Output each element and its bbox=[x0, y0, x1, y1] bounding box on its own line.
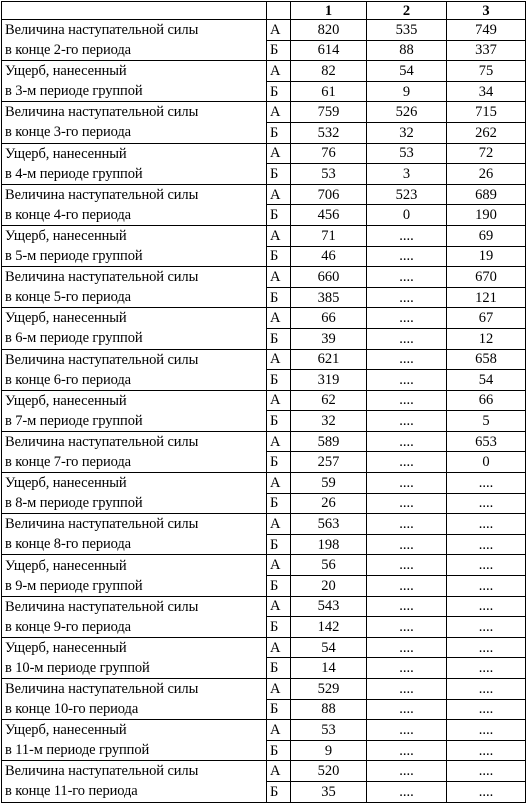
table-row bbox=[2, 267, 526, 288]
group-label-b: Б bbox=[267, 534, 291, 555]
value-cell: 456 bbox=[291, 205, 367, 226]
header-blank bbox=[2, 2, 267, 20]
table-row bbox=[2, 720, 526, 741]
value-cell: 75 bbox=[447, 61, 526, 82]
value-cell: 198 bbox=[291, 534, 367, 555]
row-label bbox=[2, 308, 267, 349]
value-cell: 658 bbox=[447, 349, 526, 370]
row-label-line-2: в конце 11-го периода bbox=[5, 783, 138, 800]
value-cell: 66 bbox=[447, 390, 526, 411]
row-label-line-1: Величина наступательной силы bbox=[5, 22, 199, 39]
group-label-a: А bbox=[267, 184, 291, 205]
value-cell: 56 bbox=[291, 555, 367, 576]
value-cell: 66 bbox=[291, 308, 367, 329]
value-cell: .... bbox=[367, 411, 447, 432]
value-cell: 62 bbox=[291, 390, 367, 411]
value-cell: 76 bbox=[291, 143, 367, 164]
value-cell: .... bbox=[367, 390, 447, 411]
value-cell: .... bbox=[447, 720, 526, 741]
row-label-line-1: Ущерб, нанесенный bbox=[5, 475, 127, 492]
row-label bbox=[2, 761, 267, 802]
value-cell: 0 bbox=[447, 452, 526, 473]
value-cell: 520 bbox=[291, 761, 367, 782]
value-cell: .... bbox=[367, 740, 447, 761]
group-label-a: А bbox=[267, 143, 291, 164]
group-label-a: А bbox=[267, 431, 291, 452]
group-label-b: Б bbox=[267, 781, 291, 802]
group-label-b: Б bbox=[267, 740, 291, 761]
row-label bbox=[2, 20, 267, 61]
table-row bbox=[2, 20, 526, 41]
value-cell: 9 bbox=[367, 81, 447, 102]
value-cell: 20 bbox=[291, 576, 367, 597]
value-cell: .... bbox=[447, 699, 526, 720]
value-cell: .... bbox=[367, 576, 447, 597]
header-col-3: 3 bbox=[447, 2, 526, 20]
table-header bbox=[2, 2, 526, 20]
value-cell: .... bbox=[447, 596, 526, 617]
group-label-a: А bbox=[267, 720, 291, 741]
value-cell: .... bbox=[447, 781, 526, 802]
row-label bbox=[2, 267, 267, 308]
value-cell: 526 bbox=[367, 102, 447, 123]
group-label-a: А bbox=[267, 390, 291, 411]
data-table bbox=[1, 1, 526, 803]
value-cell: 337 bbox=[447, 40, 526, 61]
row-label bbox=[2, 349, 267, 390]
value-cell: 523 bbox=[367, 184, 447, 205]
value-cell: 749 bbox=[447, 20, 526, 41]
row-label-line-2: в 5-м периоде группой bbox=[5, 248, 143, 265]
value-cell: .... bbox=[447, 493, 526, 514]
table-row bbox=[2, 61, 526, 82]
header-col-1: 1 bbox=[291, 2, 367, 20]
value-cell: 26 bbox=[291, 493, 367, 514]
group-label-a: А bbox=[267, 596, 291, 617]
group-label-b: Б bbox=[267, 493, 291, 514]
row-label-line-1: Величина наступательной силы bbox=[5, 269, 199, 286]
row-label-line-1: Величина наступательной силы bbox=[5, 433, 199, 450]
value-cell: 61 bbox=[291, 81, 367, 102]
group-label-b: Б bbox=[267, 452, 291, 473]
value-cell: 706 bbox=[291, 184, 367, 205]
group-label-b: Б bbox=[267, 411, 291, 432]
value-cell: 385 bbox=[291, 287, 367, 308]
value-cell: .... bbox=[447, 576, 526, 597]
table-row bbox=[2, 761, 526, 782]
value-cell: 759 bbox=[291, 102, 367, 123]
row-label-line-1: Ущерб, нанесенный bbox=[5, 228, 127, 245]
group-label-b: Б bbox=[267, 122, 291, 143]
value-cell: 54 bbox=[447, 370, 526, 391]
table-row bbox=[2, 596, 526, 617]
value-cell: 69 bbox=[447, 225, 526, 246]
row-label-line-1: Ущерб, нанесенный bbox=[5, 310, 127, 327]
value-cell: 54 bbox=[291, 637, 367, 658]
table-body bbox=[2, 20, 526, 803]
value-cell: 543 bbox=[291, 596, 367, 617]
value-cell: 59 bbox=[291, 473, 367, 494]
row-label-line-2: в конце 7-го периода bbox=[5, 453, 132, 470]
value-cell: 53 bbox=[291, 164, 367, 185]
row-label-line-2: в 8-м периоде группой bbox=[5, 495, 143, 512]
value-cell: .... bbox=[367, 267, 447, 288]
row-label-line-2: в 3-м периоде группой bbox=[5, 83, 143, 100]
row-label bbox=[2, 637, 267, 678]
value-cell: 142 bbox=[291, 617, 367, 638]
row-label-line-2: в конце 10-го периода bbox=[5, 701, 139, 718]
value-cell: 46 bbox=[291, 246, 367, 267]
header-col-2: 2 bbox=[367, 2, 447, 20]
value-cell: 9 bbox=[291, 740, 367, 761]
row-label bbox=[2, 596, 267, 637]
table-row bbox=[2, 473, 526, 494]
value-cell: 820 bbox=[291, 20, 367, 41]
table-row bbox=[2, 679, 526, 700]
value-cell: 35 bbox=[291, 781, 367, 802]
value-cell: 32 bbox=[367, 122, 447, 143]
table-row bbox=[2, 225, 526, 246]
group-label-a: А bbox=[267, 555, 291, 576]
value-cell: 535 bbox=[367, 20, 447, 41]
group-label-b: Б bbox=[267, 658, 291, 679]
row-label-line-1: Ущерб, нанесенный bbox=[5, 392, 127, 409]
value-cell: 190 bbox=[447, 205, 526, 226]
group-label-a: А bbox=[267, 61, 291, 82]
row-label-line-1: Ущерб, нанесенный bbox=[5, 722, 127, 739]
row-label-line-1: Величина наступательной силы bbox=[5, 104, 199, 121]
row-label-line-1: Величина наступательной силы bbox=[5, 516, 199, 533]
row-label bbox=[2, 431, 267, 472]
value-cell: 82 bbox=[291, 61, 367, 82]
value-cell: 5 bbox=[447, 411, 526, 432]
row-label-line-1: Величина наступательной силы bbox=[5, 186, 199, 203]
table-row bbox=[2, 143, 526, 164]
value-cell: 670 bbox=[447, 267, 526, 288]
value-cell: .... bbox=[367, 308, 447, 329]
value-cell: 715 bbox=[447, 102, 526, 123]
value-cell: .... bbox=[367, 699, 447, 720]
value-cell: 53 bbox=[291, 720, 367, 741]
value-cell: 614 bbox=[291, 40, 367, 61]
value-cell: .... bbox=[367, 781, 447, 802]
group-label-b: Б bbox=[267, 287, 291, 308]
row-label-line-2: в конце 9-го периода bbox=[5, 618, 132, 635]
row-label-line-1: Величина наступательной силы bbox=[5, 598, 199, 615]
row-label bbox=[2, 390, 267, 431]
row-label-line-1: Ущерб, нанесенный bbox=[5, 557, 127, 574]
row-label-line-2: в 6-м периоде группой bbox=[5, 330, 143, 347]
table-row bbox=[2, 555, 526, 576]
group-label-a: А bbox=[267, 349, 291, 370]
value-cell: 689 bbox=[447, 184, 526, 205]
group-label-a: А bbox=[267, 637, 291, 658]
value-cell: 589 bbox=[291, 431, 367, 452]
row-label-line-1: Ущерб, нанесенный bbox=[5, 639, 127, 656]
value-cell: .... bbox=[447, 555, 526, 576]
value-cell: .... bbox=[367, 555, 447, 576]
value-cell: 88 bbox=[367, 40, 447, 61]
value-cell: .... bbox=[447, 740, 526, 761]
value-cell: .... bbox=[447, 658, 526, 679]
value-cell: .... bbox=[367, 370, 447, 391]
group-label-a: А bbox=[267, 102, 291, 123]
value-cell: 319 bbox=[291, 370, 367, 391]
row-label bbox=[2, 184, 267, 225]
row-label-line-2: в 9-м периоде группой bbox=[5, 577, 143, 594]
table-row bbox=[2, 308, 526, 329]
row-label-line-1: Ущерб, нанесенный bbox=[5, 145, 127, 162]
row-label-line-2: в 11-м периоде группой bbox=[5, 742, 150, 759]
value-cell: 26 bbox=[447, 164, 526, 185]
group-label-b: Б bbox=[267, 328, 291, 349]
row-label-line-1: Величина наступательной силы bbox=[5, 763, 199, 780]
value-cell: .... bbox=[367, 534, 447, 555]
row-label bbox=[2, 514, 267, 555]
value-cell: 39 bbox=[291, 328, 367, 349]
group-label-b: Б bbox=[267, 699, 291, 720]
group-label-a: А bbox=[267, 514, 291, 535]
value-cell: 54 bbox=[367, 61, 447, 82]
value-cell: 19 bbox=[447, 246, 526, 267]
group-label-b: Б bbox=[267, 576, 291, 597]
value-cell: 12 bbox=[447, 328, 526, 349]
value-cell: .... bbox=[367, 287, 447, 308]
table-row bbox=[2, 102, 526, 123]
value-cell: .... bbox=[447, 761, 526, 782]
value-cell: .... bbox=[447, 617, 526, 638]
value-cell: .... bbox=[367, 473, 447, 494]
table-row bbox=[2, 349, 526, 370]
value-cell: .... bbox=[367, 720, 447, 741]
row-label-line-2: в 4-м периоде группой bbox=[5, 165, 143, 182]
group-label-b: Б bbox=[267, 81, 291, 102]
value-cell: 621 bbox=[291, 349, 367, 370]
value-cell: .... bbox=[367, 328, 447, 349]
header-blank-group bbox=[267, 2, 291, 20]
value-cell: 72 bbox=[447, 143, 526, 164]
value-cell: 660 bbox=[291, 267, 367, 288]
value-cell: .... bbox=[367, 225, 447, 246]
row-label-line-2: в конце 3-го периода bbox=[5, 124, 132, 141]
value-cell: 529 bbox=[291, 679, 367, 700]
row-label-line-2: в конце 5-го периода bbox=[5, 289, 132, 306]
group-label-b: Б bbox=[267, 205, 291, 226]
table-row bbox=[2, 431, 526, 452]
group-label-a: А bbox=[267, 225, 291, 246]
value-cell: .... bbox=[367, 493, 447, 514]
group-label-b: Б bbox=[267, 370, 291, 391]
value-cell: .... bbox=[367, 679, 447, 700]
row-label-line-1: Величина наступательной силы bbox=[5, 681, 199, 698]
row-label bbox=[2, 679, 267, 720]
value-cell: .... bbox=[447, 534, 526, 555]
value-cell: .... bbox=[367, 761, 447, 782]
group-label-b: Б bbox=[267, 246, 291, 267]
value-cell: .... bbox=[367, 349, 447, 370]
row-label-line-2: в конце 2-го периода bbox=[5, 42, 132, 59]
value-cell: .... bbox=[447, 473, 526, 494]
value-cell: 3 bbox=[367, 164, 447, 185]
table-row bbox=[2, 184, 526, 205]
row-label-line-1: Ущерб, нанесенный bbox=[5, 63, 127, 80]
value-cell: 532 bbox=[291, 122, 367, 143]
row-label bbox=[2, 473, 267, 514]
value-cell: .... bbox=[367, 246, 447, 267]
value-cell: 257 bbox=[291, 452, 367, 473]
row-label bbox=[2, 102, 267, 143]
group-label-a: А bbox=[267, 20, 291, 41]
value-cell: .... bbox=[447, 514, 526, 535]
table-row bbox=[2, 637, 526, 658]
group-label-b: Б bbox=[267, 617, 291, 638]
value-cell: 262 bbox=[447, 122, 526, 143]
value-cell: 0 bbox=[367, 205, 447, 226]
value-cell: 653 bbox=[447, 431, 526, 452]
value-cell: 563 bbox=[291, 514, 367, 535]
value-cell: .... bbox=[447, 679, 526, 700]
value-cell: .... bbox=[447, 637, 526, 658]
row-label-line-2: в конце 6-го периода bbox=[5, 371, 132, 388]
value-cell: 71 bbox=[291, 225, 367, 246]
value-cell: 53 bbox=[367, 143, 447, 164]
value-cell: 14 bbox=[291, 658, 367, 679]
group-label-b: Б bbox=[267, 164, 291, 185]
value-cell: .... bbox=[367, 514, 447, 535]
group-label-b: Б bbox=[267, 40, 291, 61]
value-cell: .... bbox=[367, 658, 447, 679]
group-label-a: А bbox=[267, 473, 291, 494]
value-cell: .... bbox=[367, 596, 447, 617]
value-cell: 34 bbox=[447, 81, 526, 102]
row-label bbox=[2, 720, 267, 761]
row-label-line-2: в конце 8-го периода bbox=[5, 536, 132, 553]
value-cell: .... bbox=[367, 637, 447, 658]
row-label-line-1: Величина наступательной силы bbox=[5, 351, 199, 368]
value-cell: 88 bbox=[291, 699, 367, 720]
value-cell: .... bbox=[367, 431, 447, 452]
row-label bbox=[2, 555, 267, 596]
value-cell: .... bbox=[367, 617, 447, 638]
value-cell: .... bbox=[367, 452, 447, 473]
row-label bbox=[2, 143, 267, 184]
value-cell: 67 bbox=[447, 308, 526, 329]
group-label-a: А bbox=[267, 308, 291, 329]
row-label-line-2: в 7-м периоде группой bbox=[5, 412, 143, 429]
group-label-a: А bbox=[267, 761, 291, 782]
group-label-a: А bbox=[267, 267, 291, 288]
table-row bbox=[2, 390, 526, 411]
value-cell: 121 bbox=[447, 287, 526, 308]
table-row bbox=[2, 514, 526, 535]
header-row bbox=[2, 2, 526, 20]
row-label-line-2: в конце 4-го периода bbox=[5, 206, 132, 223]
group-label-a: А bbox=[267, 679, 291, 700]
row-label bbox=[2, 225, 267, 266]
row-label-line-2: в 10-м периоде группой bbox=[5, 659, 150, 676]
row-label bbox=[2, 61, 267, 102]
value-cell: 32 bbox=[291, 411, 367, 432]
